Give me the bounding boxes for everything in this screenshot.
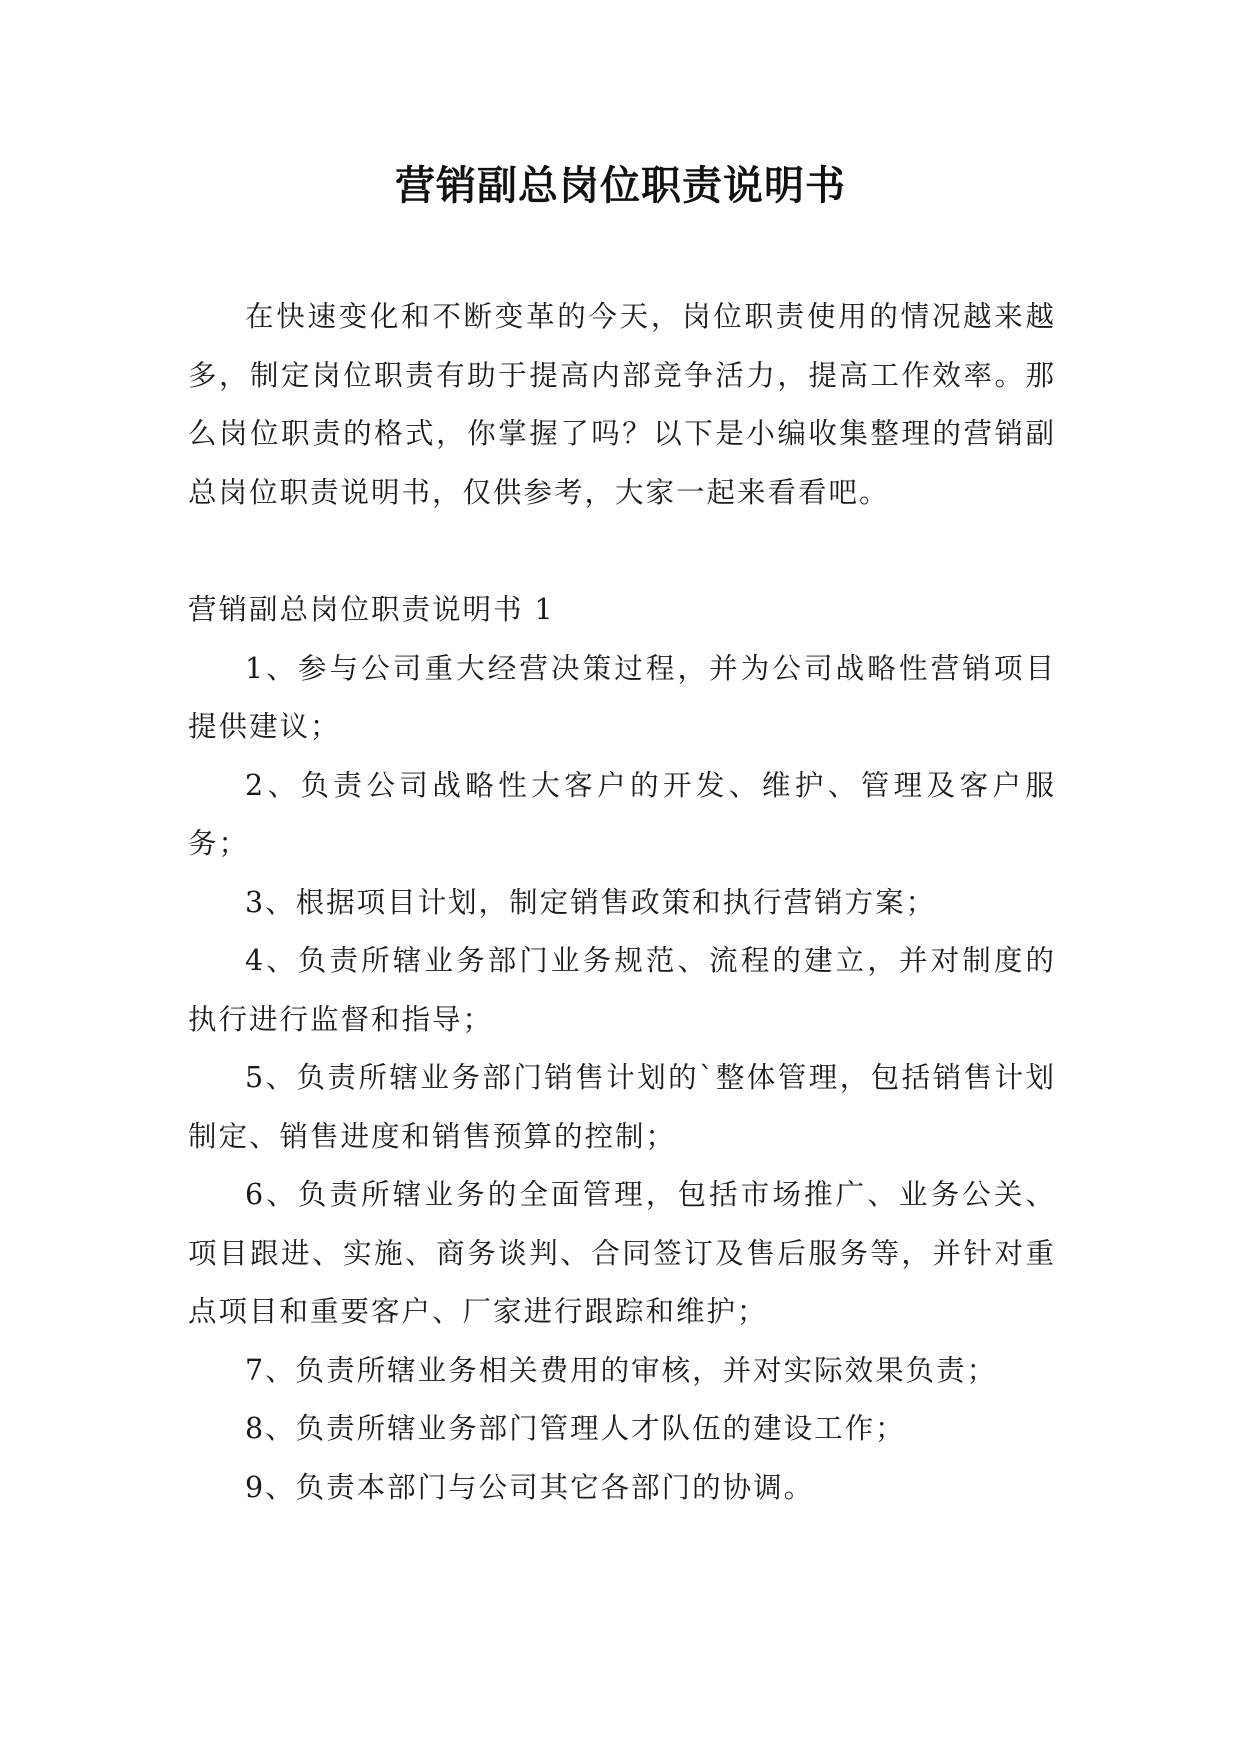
document-title: 营销副总岗位职责说明书 bbox=[395, 163, 846, 209]
duty-item-8: 8、负责所辖业务部门管理人才队伍的建设工作； bbox=[245, 1412, 906, 1445]
duty-list bbox=[188, 640, 1056, 1518]
duty-item-6: 6、负责所辖业务的全面管理，包括市场推广、业务公关、项目跟进、实施、商务谈判、合同签订及售后服务等，并针对重点项目和重要客户、厂家进行跟踪和维护； bbox=[188, 1178, 1056, 1328]
duty-item-2: 2、负责公司战略性大客户的开发、维护、管理及客户服务； bbox=[188, 768, 1056, 860]
duty-item-4: 4、负责所辖业务部门业务规范、流程的建立，并对制度的执行进行监督和指导； bbox=[188, 944, 1056, 1036]
duty-item-9: 9、负责本部门与公司其它各部门的协调。 bbox=[245, 1470, 815, 1504]
duty-item-7: 7、负责所辖业务相关费用的审核，并对实际效果负责； bbox=[245, 1353, 998, 1387]
duty-item-1: 1、参与公司重大经营决策过程，并为公司战略性营销项目提供建议； bbox=[188, 651, 1056, 743]
duty-item-5: 5、负责所辖业务部门销售计划的`整体管理，包括销售计划制定、销售进度和销售预算的控制； bbox=[188, 1061, 1056, 1153]
duty-item-3: 3、根据项目计划，制定销售政策和执行营销方案； bbox=[245, 885, 937, 919]
section-heading: 营销副总岗位职责说明书 1 bbox=[188, 593, 555, 626]
document-body bbox=[188, 288, 1056, 1517]
intro-paragraph: 在快速变化和不断变革的今天，岗位职责使用的情况越来越多，制定岗位职责有助于提高内部竞争活力，提高工作效率。那么岗位职责的格式，你掌握了吗？以下是小编收集整理的营销副总岗位职责说明书，仅供参考，大家一起来看看吧。 bbox=[188, 300, 1056, 509]
